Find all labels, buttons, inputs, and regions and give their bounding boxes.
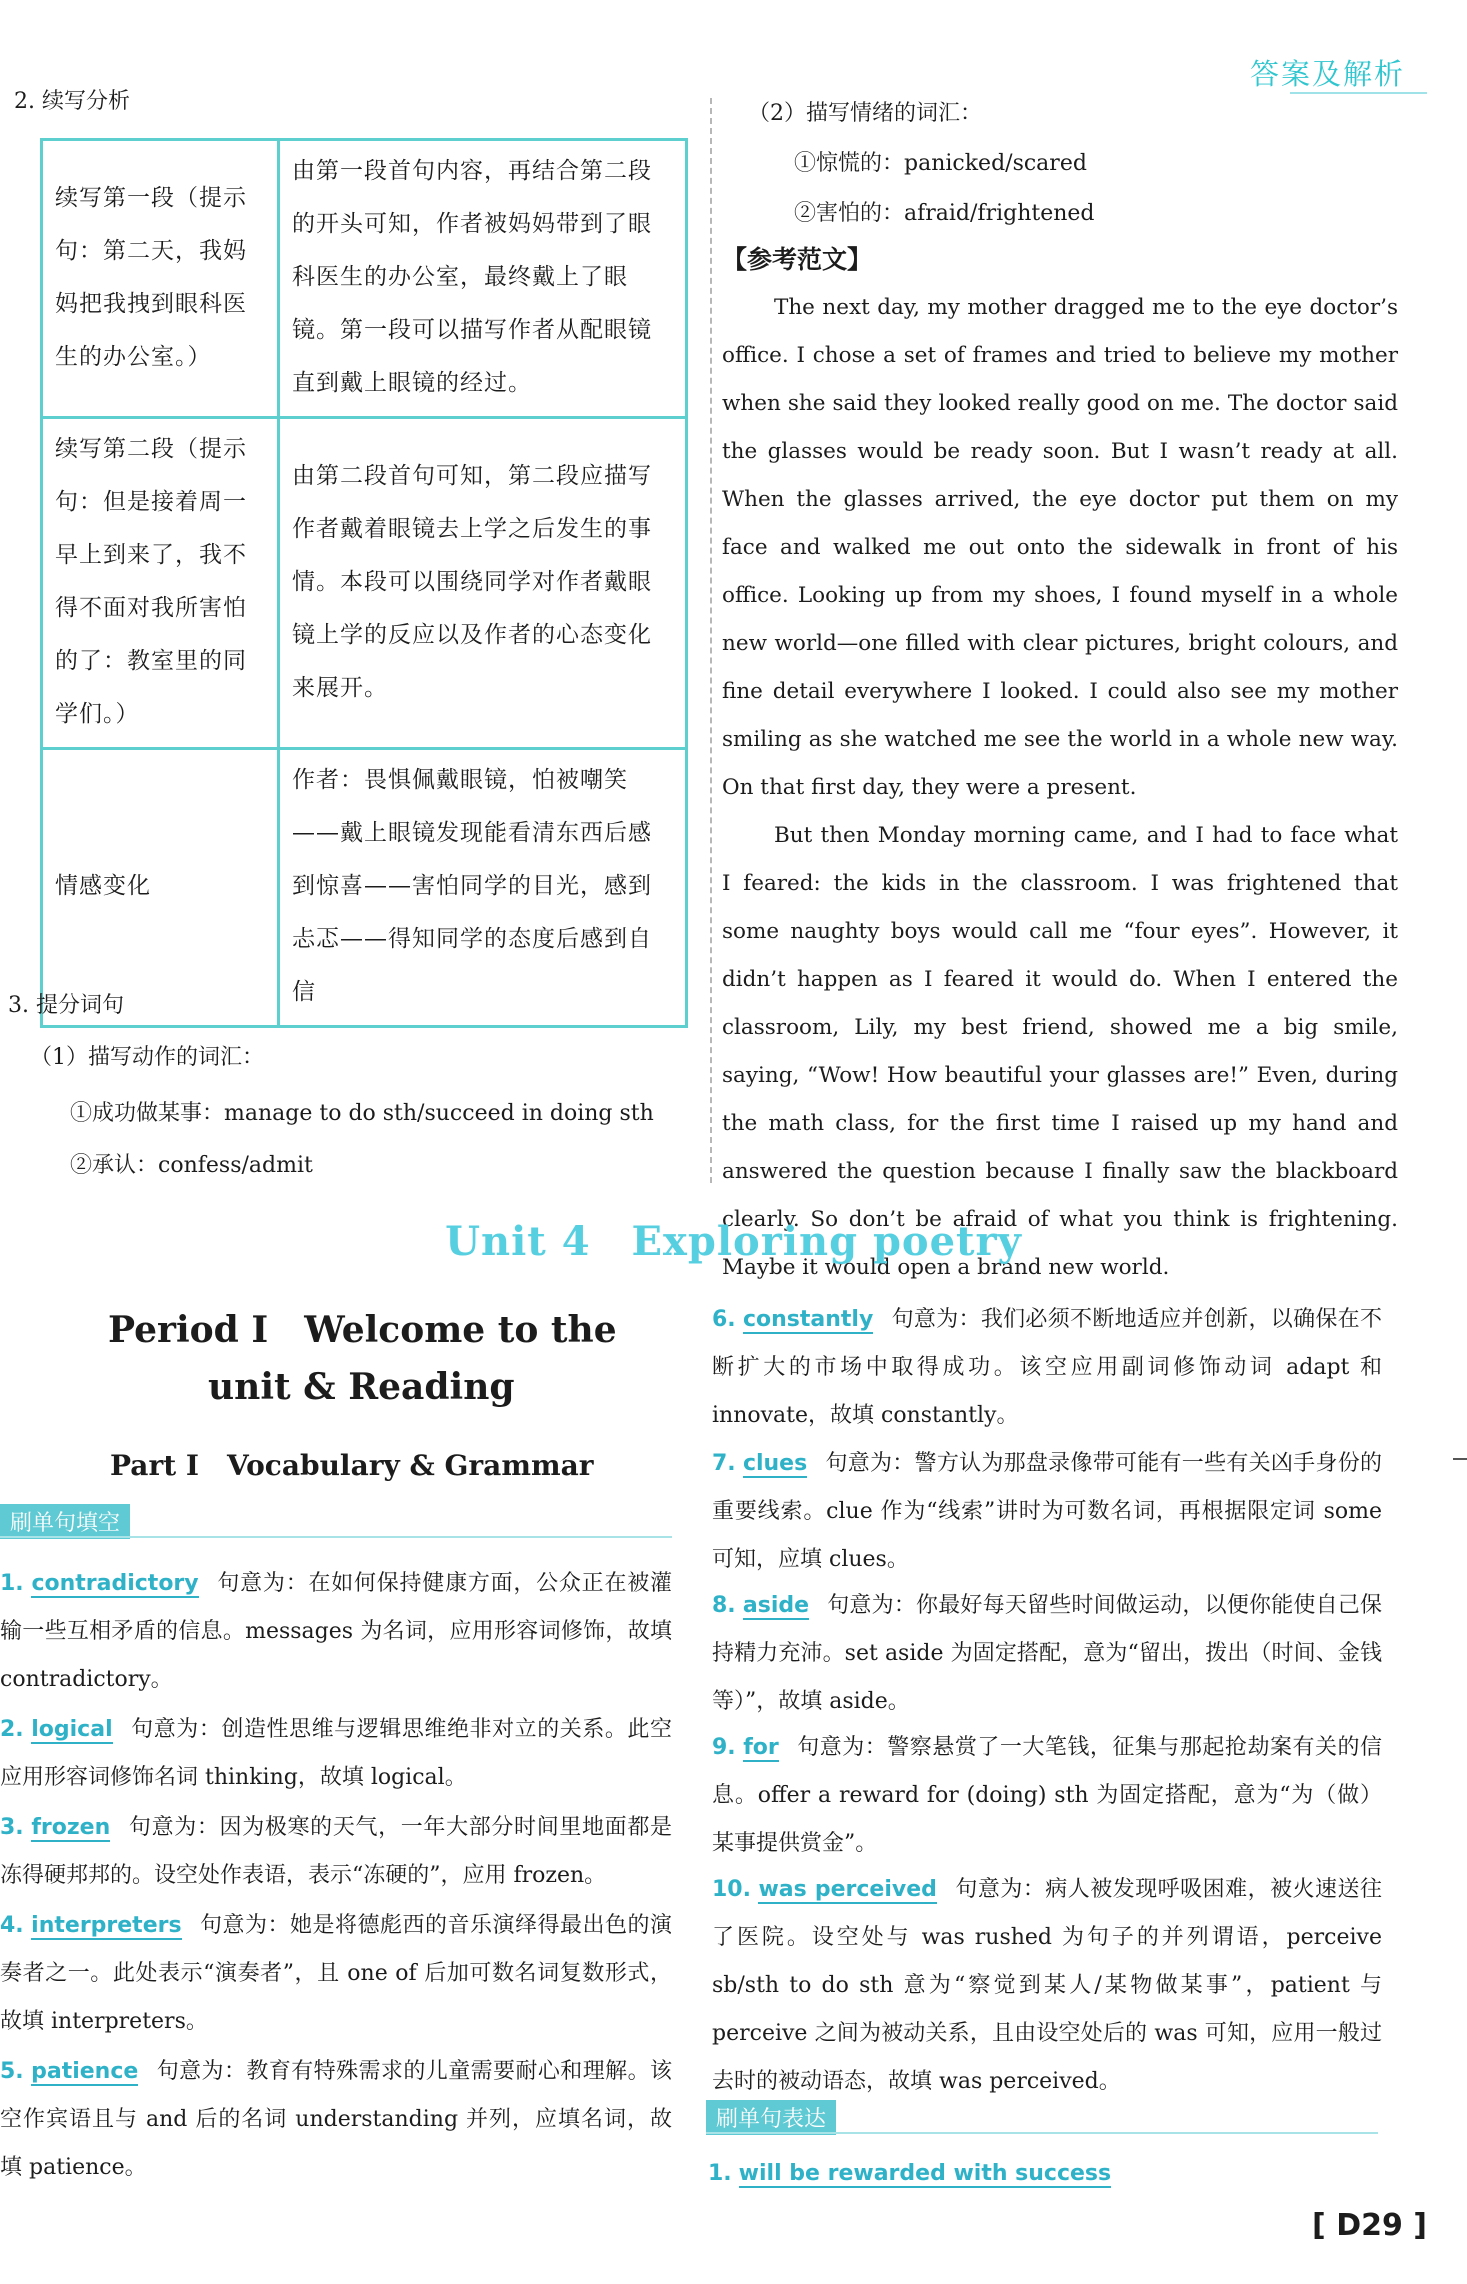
item-answer: was perceived	[758, 1877, 937, 1902]
column-divider	[710, 98, 712, 1183]
edge-tick	[1453, 1458, 1467, 1460]
item-answer: for	[743, 1735, 779, 1760]
item-answer: will be rewarded with success	[738, 2161, 1112, 2186]
item-answer: aside	[742, 1593, 810, 1618]
item-number: 6.	[712, 1307, 736, 1332]
item-answer: contradictory	[31, 1571, 199, 1596]
item-answer: frozen	[31, 1815, 111, 1840]
section-badge-fill-in: 刷单句填空	[0, 1504, 130, 1539]
item-number: 7.	[712, 1451, 736, 1476]
item-number: 2.	[0, 1717, 24, 1742]
list-item	[712, 1296, 1382, 1440]
essay-body	[722, 284, 1398, 1292]
phrases-heading: 3. 提分词句	[8, 993, 124, 1018]
item-explanation: 句意为：病人被发现呼吸困难，被火速送往了医院。设空处与 was rushed 为句子的并列谓语，perceive sb/sth to do sth 意为“察觉到某人/某物做某事”，patient 与 perceive 之间为被动关系，且由设空处后的 was 可知，应用一般过去时的被动语态，故填 was perceived。	[712, 1877, 1382, 2094]
section-divider	[706, 2132, 1378, 2134]
item-answer: interpreters	[31, 1913, 182, 1938]
item-number: 1.	[708, 2161, 732, 2186]
item-explanation: 句意为：在如何保持健康方面，公众正在被灌输一些互相矛盾的信息。messages 为名词，应用形容词修饰，故填 contradictory。	[0, 1571, 672, 1692]
list-item	[712, 1440, 1382, 1584]
item-explanation: 句意为：你最好每天留些时间做运动，以便你能使自己保持精力充沛。set aside 为固定搭配，意为“留出，拨出（时间、金钱等）”，故填 aside。	[712, 1593, 1382, 1714]
section-divider	[0, 1536, 672, 1538]
item-number: 9.	[712, 1735, 736, 1760]
analysis-label: 情感变化	[42, 749, 279, 1027]
item-number: 4.	[0, 1913, 24, 1938]
action-vocab-item: ②承认：confess/admit	[70, 1153, 313, 1178]
analysis-table	[40, 138, 688, 1028]
list-item	[0, 1706, 672, 1802]
item-number: 1.	[0, 1571, 24, 1596]
unit-title: Unit 4 Exploring poetry	[445, 1218, 1022, 1265]
analysis-label: 续写第二段（提示句：但是接着周一早上到来了，我不得不面对我所害怕的了：教室里的同学们。）	[42, 418, 279, 749]
table-row	[42, 418, 687, 749]
item-explanation: 句意为：警察悬赏了一大笔钱，征集与那起抢劫案有关的信息。offer a reward for (doing) sth 为固定搭配，意为“为（做）某事提供赏金”。	[712, 1735, 1382, 1856]
page-number-value: D29	[1336, 2208, 1403, 2243]
table-row	[42, 140, 687, 418]
table-row	[42, 749, 687, 1027]
item-answer: clues	[742, 1451, 808, 1476]
item-answer: logical	[31, 1717, 113, 1742]
analysis-label: 续写第一段（提示句：第二天，我妈妈把我拽到眼科医生的办公室。）	[42, 140, 279, 418]
list-item	[0, 2048, 672, 2192]
page-number: [ D29 ]	[1312, 2208, 1427, 2243]
period-title-line1: Period Ⅰ Welcome to the	[108, 1309, 617, 1351]
header-divider	[1290, 92, 1427, 94]
item-number: 8.	[712, 1593, 736, 1618]
emotion-vocab-item: ②害怕的：afraid/frightened	[794, 201, 1095, 226]
list-item	[0, 1804, 672, 1900]
item-explanation: 句意为：教育有特殊需求的儿童需要耐心和理解。该空作宾语且与 and 后的名词 understanding 并列，应填名词，故填 patience。	[0, 2059, 672, 2180]
list-item	[0, 1560, 672, 1704]
essay-title: 【参考范文】	[722, 245, 873, 274]
item-explanation: 句意为：警方认为那盘录像带可能有一些有关凶手身份的重要线索。clue 作为“线索”讲时为可数名词，再根据限定词 some 可知，应填 clues。	[712, 1451, 1382, 1572]
part-title: Part Ⅰ Vocabulary & Grammar	[110, 1449, 594, 1482]
item-number: 10.	[712, 1877, 751, 1902]
item-answer: patience	[31, 2059, 139, 2084]
list-item	[712, 1582, 1382, 1726]
item-answer: constantly	[742, 1307, 874, 1332]
item-number: 5.	[0, 2059, 24, 2084]
section-badge-expression: 刷单句表达	[706, 2100, 836, 2135]
analysis-content: 由第一段首句内容，再结合第二段的开头可知，作者被妈妈带到了眼科医生的办公室，最终戴上了眼镜。第一段可以描写作者从配眼镜直到戴上眼镜的经过。	[279, 140, 687, 418]
analysis-content: 作者：畏惧佩戴眼镜，怕被嘲笑——戴上眼镜发现能看清东西后感到惊喜——害怕同学的目光，感到忐忑——得知同学的态度后感到自信	[279, 749, 687, 1027]
item-number: 3.	[0, 1815, 24, 1840]
action-vocab-item: ①成功做某事：manage to do sth/succeed in doing sth	[70, 1101, 654, 1126]
item-explanation: 句意为：她是将德彪西的音乐演绎得最出色的演奏者之一。此处表示“演奏者”，且 one of 后加可数名词复数形式，故填 interpreters。	[0, 1913, 672, 2034]
analysis-content: 由第二段首句可知，第二段应描写作者戴着眼镜去上学之后发生的事情。本段可以围绕同学对作者戴眼镜上学的反应以及作者的心态变化来展开。	[279, 418, 687, 749]
item-explanation: 句意为：创造性思维与逻辑思维绝非对立的关系。此空应用形容词修饰名词 thinking，故填 logical。	[0, 1717, 672, 1790]
list-item	[0, 1902, 672, 2046]
essay-paragraph: The next day, my mother dragged me to the eye doctor’s office. I chose a set of frames and tried to believe my mother when she said they looked really good on me. The doctor said the glasses would be ready soon. But I wasn’t ready at all. When the glasses arrived, the eye doctor put them on my face and walked me out onto the sidewalk in front of his office. Looking up from my shoes, I found myself in a whole new world—one filled with clear pictures, bright colours, and fine detail everywhere I looked. I could also see my mother smiling as she watched me see the world in a whole new way. On that first day, they were a present.	[722, 295, 1398, 800]
list-item	[712, 1724, 1382, 1868]
period-title-line2: unit & Reading	[208, 1366, 515, 1408]
emotion-vocab-title: （2）描写情绪的词汇：	[748, 101, 982, 126]
emotion-vocab-item: ①惊慌的：panicked/scared	[794, 151, 1087, 176]
page-header-title: 答案及解析	[1249, 57, 1405, 91]
list-item	[712, 1866, 1382, 2106]
item-explanation: 句意为：因为极寒的天气，一年大部分时间里地面都是冻得硬邦邦的。设空处作表语，表示“冻硬的”，应用 frozen。	[0, 1815, 672, 1888]
analysis-heading: 2. 续写分析	[14, 89, 130, 114]
list-item	[708, 2150, 1378, 2198]
item-explanation: 句意为：我们必须不断地适应并创新，以确保在不断扩大的市场中取得成功。该空应用副词修饰动词 adapt 和 innovate，故填 constantly。	[712, 1307, 1382, 1428]
essay-paragraph: But then Monday morning came, and I had to face what I feared: the kids in the classroom. I was frightened that some naughty boys would call me “four eyes”. However, it didn’t happen as I feared it would do. When I entered the classroom, Lily, my best friend, showed me a big smile, saying, “Wow! How beautiful your glasses are!” Even, during the math class, for the first time I raised up my hand and answered the question because I finally saw the blackboard clearly. So don’t be afraid of what you think is frightening. Maybe it would open a brand new world.	[722, 823, 1398, 1280]
action-vocab-title: （1）描写动作的词汇：	[30, 1045, 264, 1070]
